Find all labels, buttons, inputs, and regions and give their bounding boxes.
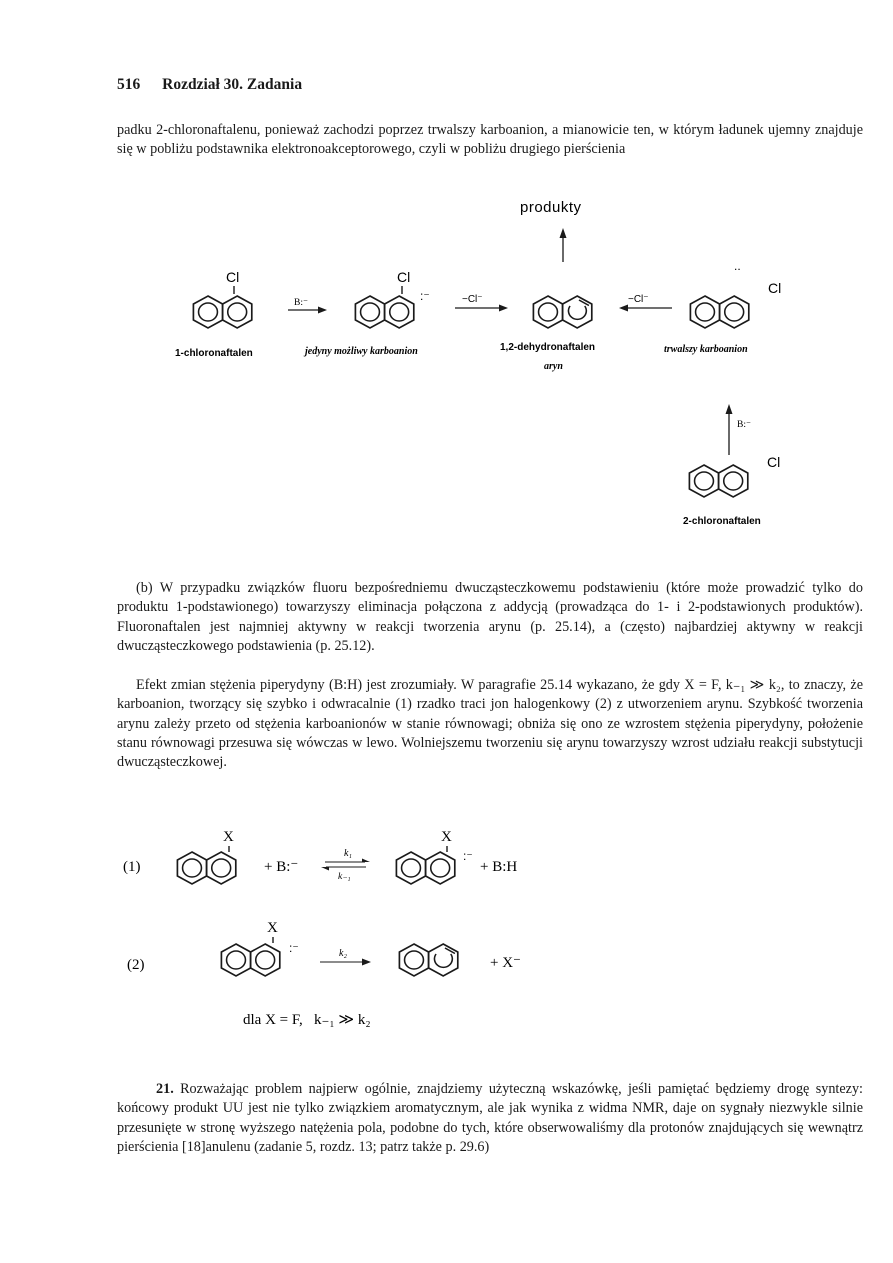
x-3: X (267, 920, 278, 936)
eq-arrow-back-head (321, 867, 329, 871)
chapter-title: Rozdział 30. Zadania (162, 76, 303, 93)
paragraph-21 (117, 1080, 863, 1157)
label-trwalszy-karboanion: trwalszy karboanion (664, 344, 748, 355)
label-1-chloronaftalen: 1-chloronaftalen (175, 348, 253, 359)
cl-2: Cl (397, 269, 411, 285)
molecule-eq2-anion (221, 944, 279, 976)
label-aryn: aryn (544, 361, 563, 372)
molecule-eq1-anion (396, 852, 454, 884)
label-2-chloronaftalen: 2-chloronaftalen (683, 516, 761, 527)
molecule-eq1-reactant (177, 852, 235, 884)
reagent-b-1: B:⁻ (294, 298, 308, 308)
anion-1: :⁻ (420, 289, 430, 303)
anion-eq1: :⁻ (463, 849, 473, 863)
label-dehydronaftalen: 1,2-dehydronaftalen (500, 342, 596, 353)
minus-cl-1: −Cl⁻ (462, 294, 483, 305)
plus-x: + X⁻ (490, 955, 521, 971)
paragraph-b: (b) W przypadku związków fluoru bezpośredniemu dwucząsteczkowemu podstawieniu (które może prowadzić tylko do produktu 1-podstawionego) towarzyszy eliminacja połączona z addycją (prowadząca do 1- i 2-podstawionych produktów). Fluoronaftalen jest najmniej aktywny w reakcji tworzenia arynu (p. 25.14), a (często) najbardziej aktywny w reakcji dwucząsteczkowego podstawienia (p. 25.12). (117, 580, 863, 654)
plus-b: + B:⁻ (264, 859, 299, 875)
cl-5: Cl (767, 454, 781, 470)
molecule-eq2-aryne (399, 944, 457, 976)
k-minus1-label: k₋₁ (338, 872, 351, 882)
plus-bh: + B:H (480, 859, 518, 875)
para-21-number: 21. (156, 1081, 174, 1097)
label-jedyny-karboanion: jedyny możliwy karboanion (305, 346, 418, 357)
cl-1: Cl (226, 269, 240, 285)
anion-eq2: :⁻ (289, 941, 299, 955)
arrow-eq2-head (362, 959, 371, 966)
condition: dla X = F, k₋₁ ≫ k₂ (243, 1012, 371, 1028)
lone-pair: .. (734, 259, 741, 273)
paragraph-b2: Efekt zmian stężenia piperydyny (B:H) jest zrozumiały. W paragrafie 25.14 wykazano, że gdy X = F, k₋₁ ≫ k₂, to znaczy, że karboanion, tworzący się szybko i odwracalnie (1) rzadko traci jon halogenkowy (2) z utworzeniem arynu. Szybkość tworzenia arynu zależy przeto od stężenia karboanionów w stanie równowagi; obniża się ono ze wzrostem stężenia piperydyny, położenie stanu równowagi przesuwa się wówczas w lewo. Wolniejszemu tworzeniu się arynu towarzyszy wzrost udziału reakcji substytucji dwucząsteczkowej. (117, 677, 863, 771)
k1-label: k₁ (344, 848, 352, 859)
x-2: X (441, 829, 452, 845)
minus-cl-2: −Cl⁻ (628, 294, 649, 305)
x-1: X (223, 829, 234, 845)
k2-label: k₂ (339, 948, 347, 959)
eq1-label: (1) (123, 859, 141, 875)
paragraph-top: padku 2-chloronaftalenu, ponieważ zachodzi poprzez trwalszy karboanion, a mianowicie ten, w którym ładunek ujemny znajduje się w pobliżu podstawnika elektronoakceptorowego, czyli w pobliżu drugiego pierścienia (117, 122, 863, 158)
page-number: 516 (117, 76, 141, 93)
produkty-label: produkty (520, 199, 582, 216)
cl-4: Cl (768, 280, 782, 296)
eq2-label: (2) (127, 957, 145, 973)
para-21-text: Rozważając problem najpierw ogólnie, znajdziemy użyteczną wskazówkę, jeśli pamiętać będziemy drogę syntezy: końcowy produkt UU jest nie tylko związkiem aromatycznym, ale jak wynika z widma NMR, daje on sygnały niezwykle silnie przesunięte w stronę wyższego natężenia pola, podobne do tych, które obserwowaliśmy dla protonów znajdujących się wewnątrz pierścienia [18]anulenu (zadanie 5, rozdz. 13; patrz także p. 29.6) (117, 1081, 863, 1155)
eq-arrow-forward-head (362, 859, 370, 863)
reagent-b-vertical: B:⁻ (737, 420, 751, 430)
